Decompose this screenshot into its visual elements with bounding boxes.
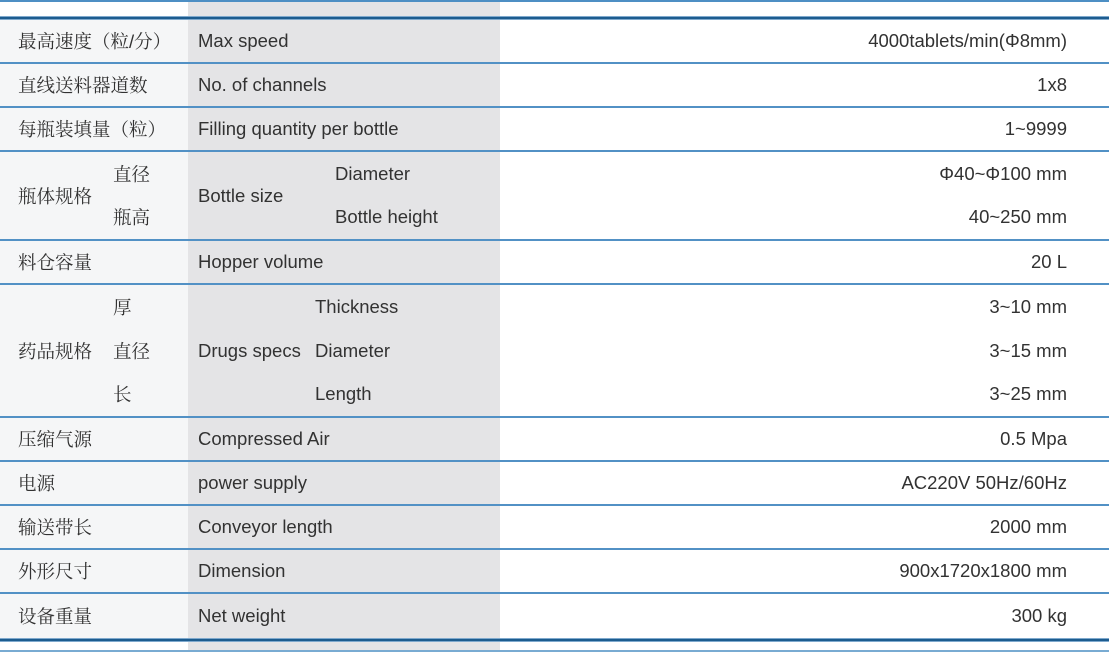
spec-row-power-supply	[0, 462, 1109, 506]
sub-value: 40~250 mm	[968, 206, 1067, 228]
label-cn-cell	[0, 64, 188, 106]
value-subs	[500, 285, 1109, 416]
value-cell	[500, 108, 1109, 150]
label-cn-subs	[113, 152, 150, 239]
bottom-strip	[0, 642, 1109, 650]
value-cell	[500, 20, 1109, 62]
sub-label-en: Length	[315, 383, 372, 405]
top-strip-middle-shade	[188, 2, 500, 16]
label-en-main: Drugs specs	[198, 339, 301, 361]
label-cn-text: 压缩气源	[18, 429, 93, 450]
value-text: 900x1720x1800 mm	[899, 560, 1067, 581]
bottom-strip-middle-shade	[188, 642, 500, 650]
label-en-cell	[188, 594, 500, 638]
value-cell	[500, 64, 1109, 106]
value-cell	[500, 550, 1109, 592]
label-en-cell	[188, 20, 500, 62]
label-cn-cell	[0, 550, 188, 592]
label-en-text: Dimension	[198, 560, 286, 581]
value-text: 0.5 Mpa	[1000, 428, 1067, 449]
label-en-subs	[315, 285, 398, 416]
label-cn-cell	[0, 506, 188, 548]
spec-row-channels	[0, 64, 1109, 108]
value-text: 4000tablets/min(Φ8mm)	[868, 30, 1067, 51]
label-en-text: Filling quantity per bottle	[198, 118, 399, 139]
label-cn-cell	[0, 594, 188, 638]
spec-row-dimension	[0, 550, 1109, 594]
spec-rows	[0, 20, 1109, 638]
label-cn-cell	[0, 285, 188, 416]
label-cn-text: 最高速度（粒/分）	[18, 31, 172, 52]
value-text: 20 L	[1030, 251, 1067, 272]
label-en-cell	[188, 241, 500, 283]
sub-label-cn: 长	[113, 384, 132, 406]
sub-label-cn: 直径	[113, 340, 151, 362]
value-cell	[500, 241, 1109, 283]
label-en-cell	[188, 64, 500, 106]
sub-label-cn: 直径	[113, 163, 151, 185]
label-en-text: Conveyor length	[198, 516, 333, 537]
sub-value: 3~15 mm	[989, 339, 1067, 361]
value-cell	[500, 418, 1109, 460]
label-cn-main: 瓶体规格	[18, 185, 93, 207]
label-cn-text: 输送带长	[18, 517, 93, 538]
label-cn-text: 料仓容量	[18, 252, 93, 273]
label-en-text: No. of channels	[198, 74, 327, 95]
label-en-text: Compressed Air	[198, 428, 330, 449]
label-cn-text: 电源	[18, 473, 56, 494]
label-en-cell	[188, 462, 500, 504]
spec-row-compressed-air	[0, 418, 1109, 462]
label-cn-cell	[0, 241, 188, 283]
sub-label-en: Diameter	[335, 162, 411, 184]
label-en-cell	[188, 506, 500, 548]
label-en-text: power supply	[198, 472, 308, 493]
sub-value: 3~10 mm	[989, 295, 1067, 317]
sub-label-cn: 厚	[113, 296, 132, 318]
sub-label-en: Bottle height	[335, 206, 438, 228]
label-cn-text: 设备重量	[18, 606, 93, 627]
value-cell	[500, 506, 1109, 548]
spec-row-bottle-size	[0, 152, 1109, 241]
spec-row-net-weight	[0, 594, 1109, 638]
label-en-cell	[188, 108, 500, 150]
label-en-cell	[188, 285, 500, 416]
label-cn-cell	[0, 462, 188, 504]
label-cn-cell	[0, 108, 188, 150]
value-cell	[500, 462, 1109, 504]
value-text: 2000 mm	[989, 516, 1067, 537]
spec-row-conveyor-length	[0, 506, 1109, 550]
value-text: 1~9999	[1004, 118, 1067, 139]
bottom-thin-rule	[0, 650, 1109, 652]
value-text: AC220V 50Hz/60Hz	[901, 472, 1067, 493]
label-en-cell	[188, 152, 500, 239]
label-en-text: Max speed	[198, 30, 289, 51]
label-en-cell	[188, 550, 500, 592]
label-en-cell	[188, 418, 500, 460]
label-cn-cell	[0, 152, 188, 239]
value-text: 1x8	[1037, 74, 1067, 95]
sub-label-en: Diameter	[315, 339, 391, 361]
label-en-subs	[335, 152, 438, 239]
value-text: 300 kg	[1011, 605, 1067, 626]
label-cn-main: 药品规格	[18, 340, 93, 362]
value-cell	[500, 285, 1109, 416]
label-en-text: Net weight	[198, 605, 286, 626]
label-cn-cell	[0, 418, 188, 460]
label-cn-text: 直线送料器道数	[18, 75, 148, 96]
value-subs	[500, 152, 1109, 239]
sub-label-en: Thickness	[315, 295, 399, 317]
sub-value: Φ40~Φ100 mm	[939, 162, 1067, 184]
sub-label-cn: 瓶高	[113, 207, 151, 229]
value-cell	[500, 152, 1109, 239]
label-cn-cell	[0, 20, 188, 62]
value-cell	[500, 594, 1109, 638]
spec-row-max-speed	[0, 20, 1109, 64]
sub-value: 3~25 mm	[989, 383, 1067, 405]
label-en-main: Bottle size	[198, 184, 284, 206]
spec-row-hopper-volume	[0, 241, 1109, 285]
label-cn-subs	[113, 285, 150, 416]
top-strip	[0, 2, 1109, 16]
label-cn-text: 外形尺寸	[18, 561, 93, 582]
spec-row-drug-specs	[0, 285, 1109, 418]
label-cn-text: 每瓶装填量（粒）	[18, 119, 167, 140]
label-en-text: Hopper volume	[198, 251, 324, 272]
spec-row-filling-quantity	[0, 108, 1109, 152]
